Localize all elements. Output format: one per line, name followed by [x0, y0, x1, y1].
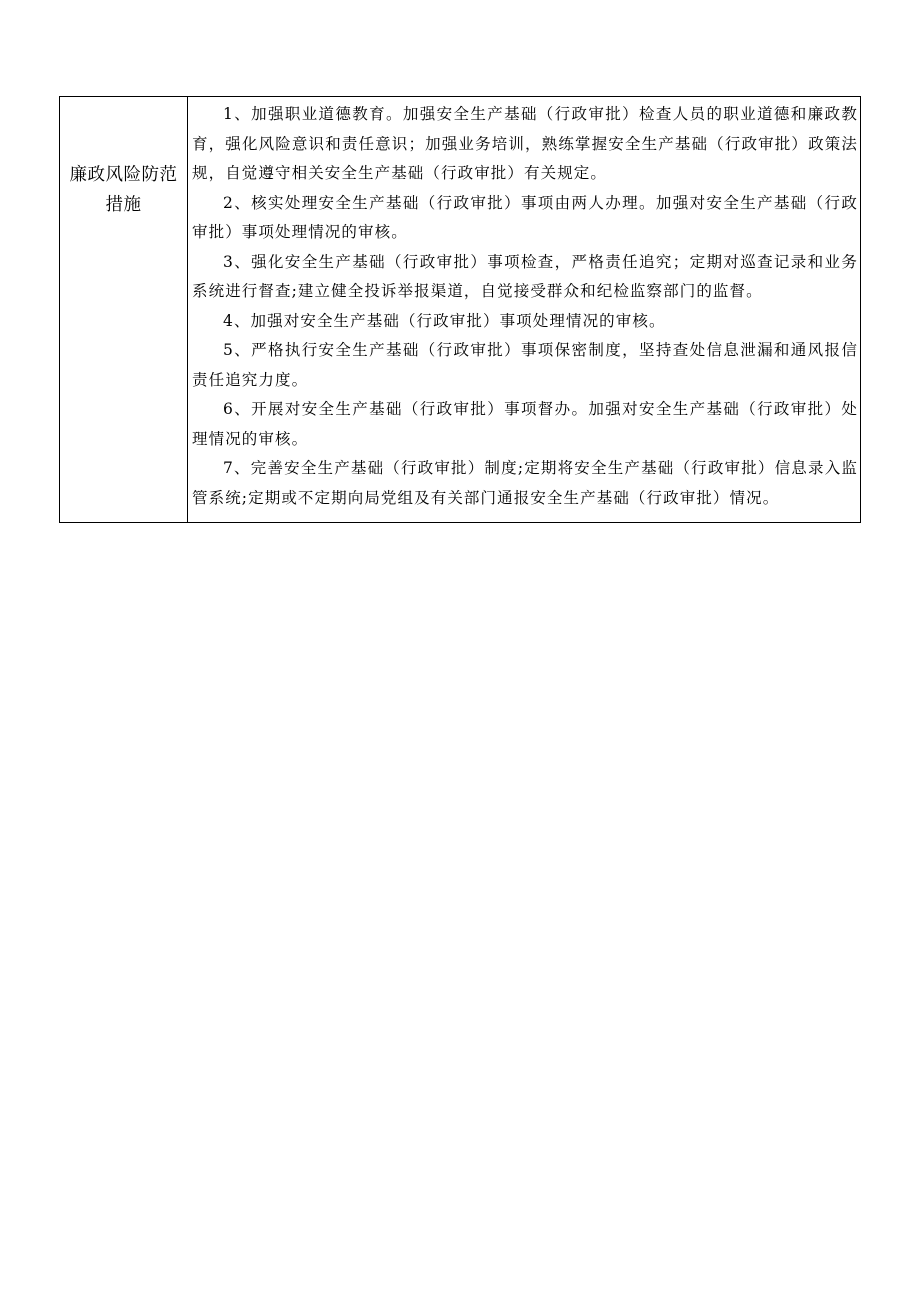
content-cell: [188, 97, 861, 523]
measure-item-1: 1、加强职业道德教育。加强安全生产基础（行政审批）检查人员的职业道德和廉政教育，强化风险意识和责任意识；加强业务培训，熟练掌握安全生产基础（行政审批）政策法规，自觉遵守相关安全生产基础（行政审批）有关规定。: [192, 105, 858, 182]
measure-item-4: 4、加强对安全生产基础（行政审批）事项处理情况的审核。: [223, 311, 666, 330]
measure-item-7: 7、完善安全生产基础（行政审批）制度;定期将安全生产基础（行政审批）信息录入监管系统;定期或不定期向局党组及有关部门通报安全生产基础（行政审批）情况。: [192, 459, 858, 507]
measure-item-2: 2、核实处理安全生产基础（行政审批）事项由两人办理。加强对安全生产基础（行政审批）事项处理情况的审核。: [192, 193, 858, 241]
measure-item-6: 6、开展对安全生产基础（行政审批）事项督办。加强对安全生产基础（行政审批）处理情况的审核。: [192, 400, 858, 448]
row-label: 廉政风险防范措施: [69, 165, 178, 215]
measure-item-3: 3、强化安全生产基础（行政审批）事项检查，严格责任追究；定期对巡查记录和业务系统进行督查;建立健全投诉举报渠道，自觉接受群众和纪检监察部门的监督。: [192, 252, 858, 300]
measure-item-5: 5、严格执行安全生产基础（行政审批）事项保密制度，坚持查处信息泄漏和通风报信责任追究力度。: [192, 341, 858, 389]
table-row: [60, 97, 861, 523]
risk-prevention-table: [59, 96, 861, 523]
label-cell: [60, 97, 188, 523]
